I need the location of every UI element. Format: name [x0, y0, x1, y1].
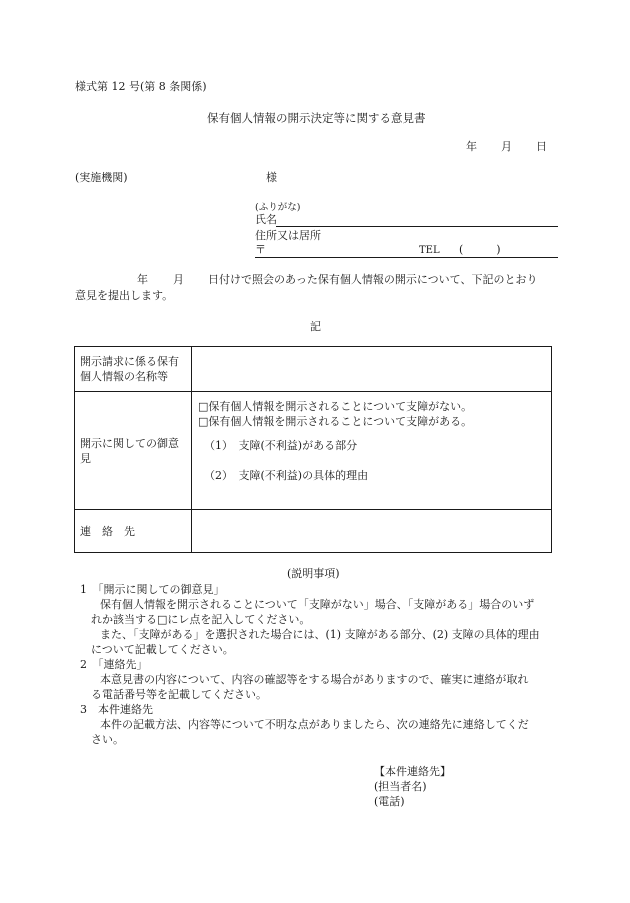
- note2-line2: る電話番号等を記載してください。: [91, 688, 267, 701]
- note1-line2: れか該当する□にレ点を記入してください。: [91, 613, 311, 626]
- contact-label-cell: [75, 510, 192, 553]
- contact-heading: 【本件連絡先】: [374, 765, 451, 778]
- table-row: [75, 510, 552, 553]
- name-label: 氏名: [255, 213, 277, 226]
- document-title: 保有個人情報の開示決定等に関する意見書: [207, 111, 426, 125]
- name-underline: [276, 226, 558, 227]
- date-day-label: 日: [536, 140, 547, 153]
- option-objection-checkbox[interactable]: □保有個人情報を開示されることについて支障がある。: [198, 415, 473, 428]
- address-label: 住所又は居所: [255, 229, 321, 242]
- info-name-label-cell: [75, 347, 192, 392]
- opinion-table: [74, 346, 552, 553]
- objection-reason-item: （2） 支障(不利益)の具体的理由: [204, 469, 369, 482]
- note2-line1: 本意見書の内容について、内容の確認等をする場合がありますので、確実に連絡が取れ: [100, 673, 529, 686]
- contact-input-cell[interactable]: [192, 510, 552, 553]
- intro-text-line1: 日付けで照会のあった保有個人情報の開示について、下記のとおり: [208, 273, 538, 286]
- contact-phone: (電話): [374, 795, 405, 808]
- date-month-label: 月: [501, 140, 512, 153]
- note1-line4: について記載してください。: [91, 643, 234, 656]
- date-year-label: 年: [466, 140, 477, 153]
- note3-title: 3 本件連絡先: [80, 703, 153, 716]
- contact-label: 連 絡 先: [80, 524, 135, 538]
- form-number: 様式第 12 号(第 8 条関係): [75, 80, 207, 93]
- table-row: [75, 347, 552, 392]
- postal-mark: 〒: [255, 243, 266, 256]
- table-row: [75, 392, 552, 510]
- address-underline: [255, 257, 558, 258]
- tel-parens: ( ): [459, 243, 501, 256]
- info-name-input-cell[interactable]: [192, 347, 552, 392]
- objection-part-item: （1） 支障(不利益)がある部分: [204, 439, 358, 452]
- opinion-label-line2: 見: [80, 451, 91, 465]
- info-name-label-line2: 個人情報の名称等: [80, 370, 168, 383]
- opinion-label-cell: [75, 392, 192, 510]
- opinion-label-line1: 開示に関しての御意: [80, 436, 179, 450]
- tel-label: TEL: [419, 245, 440, 256]
- contact-person: (担当者名): [374, 780, 427, 793]
- info-name-label-line1: 開示請求に係る保有: [80, 355, 179, 368]
- note2-title: 2 「連絡先」: [80, 658, 148, 671]
- intro-month-label: 月: [173, 273, 184, 286]
- opinion-input-cell[interactable]: [192, 392, 552, 510]
- furigana-label: (ふりがな): [255, 202, 301, 213]
- addressee-org: (実施機関): [75, 171, 128, 184]
- note3-line2: さい。: [91, 733, 124, 746]
- option-no-objection-checkbox[interactable]: □保有個人情報を開示されることについて支障がない。: [198, 400, 473, 413]
- addressee-honorific: 様: [266, 171, 277, 184]
- notes-heading: (説明事項): [287, 567, 340, 580]
- note1-title: 1 「開示に関しての御意見」: [80, 583, 225, 596]
- note1-line1: 保有個人情報を開示されることについて「支障がない」場合、「支障がある」場合のいず: [100, 598, 535, 611]
- note1-line3: また、「支障がある」を選択された場合には、(1) 支障がある部分、(2) 支障の具体的理由: [100, 628, 540, 641]
- ki-heading: 記: [310, 320, 321, 333]
- note3-line1: 本件の記載方法、内容等について不明な点がありましたら、次の連絡先に連絡してくだ: [100, 718, 529, 731]
- intro-year-label: 年: [137, 273, 148, 286]
- intro-text-line2: 意見を提出します。: [75, 289, 174, 302]
